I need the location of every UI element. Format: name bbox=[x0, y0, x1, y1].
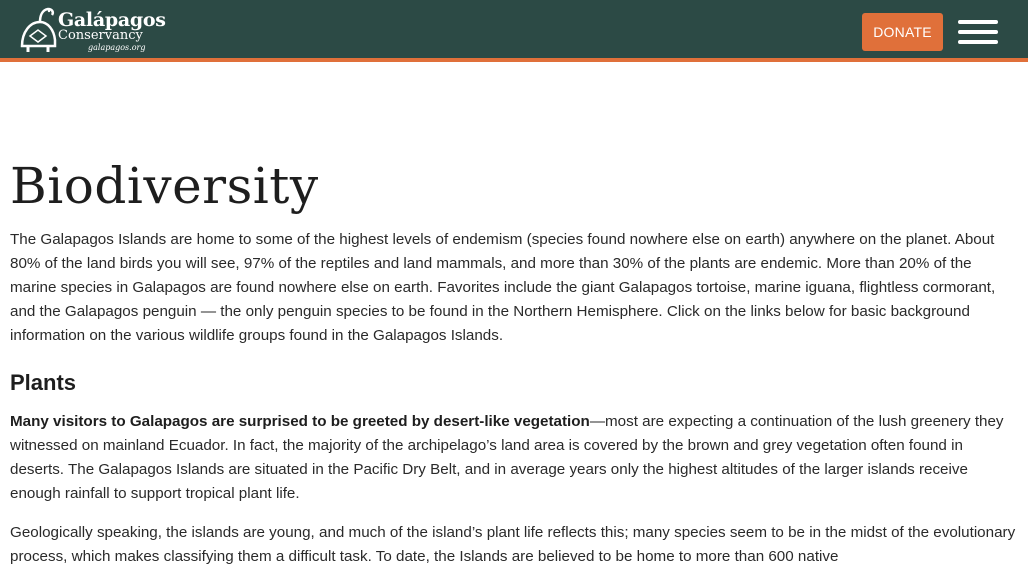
page-title: Biodiversity bbox=[10, 157, 319, 215]
donate-button[interactable]: DONATE bbox=[862, 13, 943, 51]
tortoise-icon bbox=[18, 6, 60, 54]
menu-bar bbox=[958, 40, 998, 44]
hamburger-menu-icon[interactable] bbox=[958, 20, 998, 44]
intro-paragraph: The Galapagos Islands are home to some of the highest levels of endemism (species found nowhere else on earth) anywhere on the planet. About 80% of the land birds you will see, 97% of the reptiles and land mammals, and more than 30% of the plants are endemic. More than 20% of the marine species in Galapagos are found nowhere else on earth. Favorites include the giant Galapagos tortoise, marine iguana, flightless cormorant, and the Galapagos penguin — the only penguin species to be found in the Northern Hemisphere. Click on the links below for basic background information on the various wildlife groups found in the Galapagos Islands. bbox=[10, 231, 996, 344]
plants-paragraph-1-rest: —most are expecting a continuation of the lush greenery they witnessed on mainland Ecuador. In fact, the majority of the archipelago’s land area is covered by the brown and grey vegetation often found in deserts. The Galapagos Islands are situated in the Pacific Dry Belt, and in average years only the highest altitudes of the larger islands receive enough rainfall to support tropical plant life. bbox=[10, 413, 1004, 502]
menu-bar bbox=[958, 30, 998, 34]
logo-text-url: galapagos.org bbox=[88, 43, 146, 52]
plants-paragraph-1-lead: Many visitors to Galapagos are surprised to be greeted by desert-like vegetation bbox=[10, 413, 590, 430]
plants-paragraph-1 bbox=[10, 410, 1020, 506]
site-logo[interactable] bbox=[18, 6, 166, 54]
logo-text-conservancy: Conservancy bbox=[58, 28, 143, 43]
menu-bar bbox=[958, 20, 998, 24]
logo-text-galapagos: Galápagos bbox=[58, 9, 166, 31]
main-content bbox=[10, 150, 1020, 569]
plants-paragraph-2: Geologically speaking, the islands are young, and much of the island’s plant life reflects this; many species seem to be in the midst of the evolutionary process, which makes classifying them a difficult task. To date, the Islands are believed to be home to more than 600 native bbox=[10, 524, 1016, 565]
site-header bbox=[0, 0, 1028, 62]
section-heading-plants: Plants bbox=[10, 370, 77, 395]
